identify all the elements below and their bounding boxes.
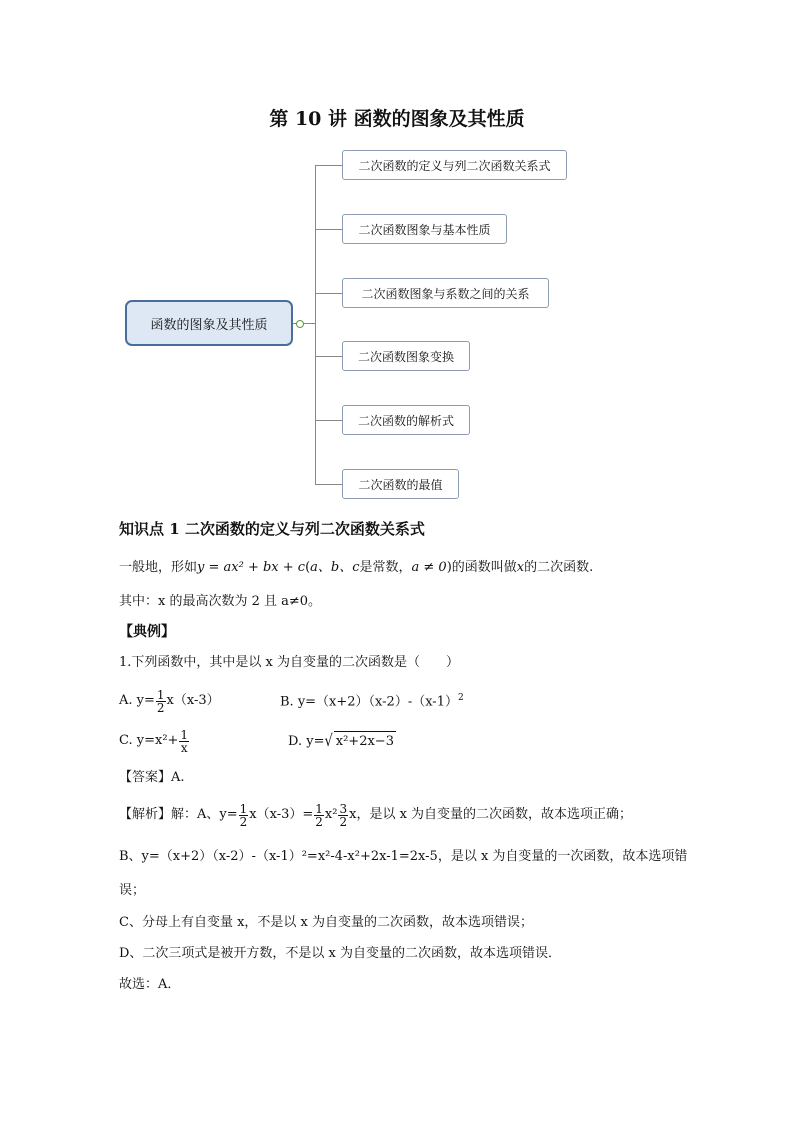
analysis-b-line1: B、y=（x+2）（x-2）-（x-1）²=x²-4-x²+2x-1=2x-5，是以 x 为自变量的一次函数，故本选项错 [119, 849, 688, 864]
mindmap-node: 二次函数的定义与列二次函数关系式 [342, 150, 567, 180]
radicand: x²+2x−3 [334, 731, 396, 752]
denominator: 2 [315, 814, 323, 829]
analysis-c-line: C、分母上有自变量 x，不是以 x 为自变量的二次函数，故本选项错误； [119, 915, 534, 930]
definition-line [119, 558, 593, 578]
fraction [179, 729, 189, 754]
option-d-text: D. y= [288, 734, 325, 749]
option-a [119, 686, 220, 716]
denominator: 2 [156, 700, 165, 715]
branch-line [315, 420, 342, 421]
mindmap-node: 二次函数的解析式 [342, 405, 470, 435]
def-x: x [516, 560, 525, 575]
def-text: )的函数叫做 [446, 560, 517, 575]
branch-line [315, 356, 342, 357]
analysis-text: x² [324, 807, 338, 822]
def-text: 的二次函数. [524, 560, 594, 575]
analysis-text: x（x-3）= [249, 807, 314, 822]
note-line: 其中：x 的最高次数为 2 且 a≠0。 [119, 594, 322, 609]
mindmap-node: 二次函数的最值 [342, 469, 459, 499]
question-1: 1.下列函数中，其中是以 x 为自变量的二次函数是（ ） [119, 655, 459, 670]
example-tag: 【典例】 [119, 624, 175, 640]
mindmap-root: 函数的图象及其性质 [125, 300, 293, 346]
def-condition: a ≠ 0 [411, 560, 447, 575]
branch-line [315, 229, 342, 230]
option-d [288, 731, 396, 752]
mindmap-node: 二次函数图象变换 [342, 341, 470, 371]
denominator: 2 [239, 814, 248, 829]
mindmap-node: 二次函数图象与基本性质 [342, 214, 507, 244]
option-a-text: x（x-3） [166, 693, 220, 708]
option-b [280, 688, 464, 712]
fraction [338, 803, 348, 828]
final-answer: 故选：A． [119, 977, 181, 992]
numerator: 3 [339, 801, 348, 816]
numerator: 1 [315, 801, 323, 816]
collapse-toggle-icon[interactable] [296, 320, 304, 328]
branch-line [315, 165, 342, 166]
def-text: 是常数， [359, 560, 412, 575]
analysis-d-line: D、二次三项式是被开方数，不是以 x 为自变量的二次函数，故本选项错误． [119, 946, 562, 961]
fraction [156, 689, 166, 714]
option-a-text: A. y= [119, 693, 155, 708]
numerator: 1 [239, 801, 248, 816]
section-heading: 知识点 1 二次函数的定义与列二次函数关系式 [119, 520, 425, 538]
page-title: 第 10 讲 函数的图象及其性质 [269, 108, 525, 130]
fraction [314, 803, 324, 828]
option-b-exponent: 2 [457, 693, 464, 703]
def-text: ( [305, 560, 311, 575]
option-c-text: C. y=x²+ [119, 733, 179, 748]
def-formula: y = ax² + bx + c [197, 560, 306, 575]
numerator: 1 [180, 727, 189, 742]
def-text: 一般地，形如 [119, 560, 198, 575]
denominator: x [180, 740, 188, 755]
branch-line [315, 293, 342, 294]
numerator: 1 [156, 687, 165, 702]
def-abc: a、b、c [310, 560, 360, 575]
analysis-line [119, 798, 632, 832]
analysis-text: x，是以 x 为自变量的二次函数，故本选项正确； [349, 807, 633, 822]
branch-line [315, 484, 342, 485]
denominator: 2 [339, 814, 348, 829]
answer-line: 【答案】A. [119, 770, 185, 785]
sqrt-icon: √ [324, 732, 333, 751]
analysis-b-line2: 误； [119, 883, 146, 898]
option-b-text: B. y=（x+2）（x-2）-（x-1） [280, 694, 458, 710]
option-c [119, 724, 190, 758]
analysis-text: 【解析】解：A、y= [119, 807, 238, 822]
fraction [239, 803, 249, 828]
mindmap-node: 二次函数图象与系数之间的关系 [342, 278, 549, 308]
mindmap-trunk [315, 165, 316, 485]
